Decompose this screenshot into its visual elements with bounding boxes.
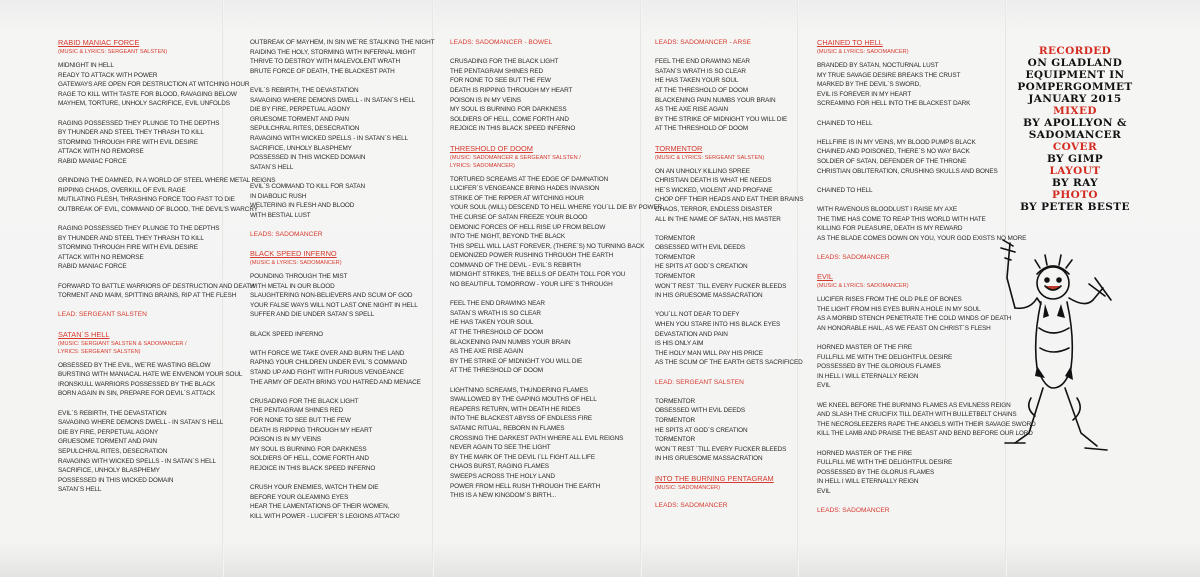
lyric-line: KILLING FOR PLEASURE, DEATH IS MY REWARD [817, 225, 963, 233]
song-credits: LYRICS: SADOMANCER) [450, 162, 515, 169]
credit-line: BY PETER BESTE [1020, 201, 1130, 213]
credit-line: POMPERGOMMET [1017, 81, 1133, 93]
stanza-gap [655, 224, 803, 234]
lyric-line: RAGING POSSESSED THEY PLUNGE TO THE DEPTHS [58, 225, 220, 233]
credit-line: BY APOLLYON & [1023, 117, 1127, 129]
lead-credit: LEADS: SADOMANCER - ARSE [655, 39, 751, 46]
lyric-line: MY SOUL IS BURNING FOR DARKNESS [450, 106, 567, 114]
lyric-line: POSSESSED BY THE GLORUS FLAMES [817, 468, 935, 476]
lyric-line: RAVAGING WITH WICKED SPELLS - IN SATAN´S HELL [58, 457, 217, 465]
lyric-line: COMMAND OF THE DEVIL - EVIL´S REBIRTH [450, 261, 581, 269]
lyric-line: SATANIC RITUAL, REBORN IN FLAMES [450, 424, 565, 432]
lead-credit: LEADS: SADOMANCER [250, 230, 323, 238]
credit-heading: PHOTO [1052, 189, 1098, 201]
lyric-line: IN HELL I WILL ETERNALLY REIGN [817, 478, 919, 486]
stanza-gap [250, 172, 435, 182]
lyric-line: GRUESOME TORMENT AND PAIN [58, 438, 157, 446]
song-credits: LYRICS: SERGEANT SALSTEN) [58, 348, 141, 355]
lyric-line: EVIL´S COMMAND TO KILL FOR SATAN [250, 182, 366, 190]
lyric-line: SEPULCHRAL RITES, DESECRATION [58, 447, 168, 455]
stanza-gap [58, 272, 275, 282]
stanza-gap [250, 474, 435, 484]
lyric-line: SLAUGHTERING NON-BELIEVERS AND SCUM OF GOD [250, 292, 413, 300]
lyric-line: LUCIFER RISES FROM THE OLD PILE OF BONES [817, 296, 962, 304]
lyric-line: EVIL [817, 487, 831, 495]
lyric-line: HE HAS TAKEN YOUR SOUL [450, 319, 534, 327]
lyrics-panel-3 [450, 38, 662, 501]
lyric-line: POWER FROM HELL RUSH THROUGH THE EARTH [450, 482, 601, 490]
lyric-line: RAPING YOUR CHILDREN UNDER EVIL´S COMMAND [250, 359, 407, 367]
lyric-line: WITH FORCE WE TAKE OVER AND BURN THE LAND [250, 349, 405, 357]
stanza-gap [250, 339, 435, 349]
lyric-line: POISON IS IN MY VEINS [250, 436, 321, 444]
lyrics-panel-2 [250, 38, 435, 522]
lyric-line: TORMENT AND MAIM, SPITTING BRAINS, RIP AT THE FLESH [58, 292, 237, 300]
lyrics-panel-4 [655, 38, 803, 511]
stanza-gap [450, 290, 662, 300]
lyric-line: SCREAMING FOR HELL INTO THE BLACKEST DARK [817, 100, 971, 108]
lead-credit: LEADS: SADOMANCER [655, 502, 728, 510]
lyric-line: RAGE TO KILL WITH TASTE FOR BLOOD, RAVAGING BELOW [58, 90, 237, 98]
song-title: INTO THE BURNING PENTAGRAM [655, 473, 774, 483]
lyric-line: HE SPITS AT GOD´S CREATION [655, 426, 748, 434]
lyric-line: HORNED MASTER OF THE FIRE [817, 449, 913, 457]
lyric-line: OUTBREAK OF EVIL, COMMAND OF BLOOD, THE DEVIL'S WARCRY [58, 205, 258, 213]
stanza-gap [58, 215, 275, 225]
stanza-gap [655, 368, 803, 378]
stanza-gap [655, 48, 803, 58]
lyric-line: STORMING THROUGH FIRE WITH EVIL DESIRE [58, 138, 198, 146]
lyric-line: BY THE STRIKE OF MIDNIGHT YOU WILL DIE [655, 115, 788, 123]
credit-line: BY GIMP [1046, 153, 1104, 165]
lyric-line: RABID MANIAC FORCE [58, 263, 127, 271]
lyric-line: TORMENTOR [655, 397, 696, 405]
lyric-line: OUTBREAK OF MAYHEM, IN SIN WE´RE STALKING THE NIGHT [250, 39, 435, 46]
lyric-line: LUCIFER´S VENGEANCE BRING HADES INVASION [450, 185, 600, 193]
stanza-gap [58, 167, 275, 177]
lyric-line: MY TRUE SAVAGE DESIRE BREAKS THE CRUST [817, 71, 961, 79]
lyric-line: FEEL THE END DRAWING NEAR [655, 58, 750, 66]
lyric-line: YOU´LL NOT DEAR TO DEFY [655, 311, 740, 319]
stanza-gap [250, 320, 435, 330]
lyric-line: TORMENTOR [655, 253, 696, 261]
lyric-line: IN HELL I WILL ETERNALLY REIGN [817, 372, 919, 380]
lead-credit: LEADS: SADOMANCER [817, 253, 890, 261]
lyric-line: ATTACK WITH NO REMORSE [58, 253, 144, 261]
credit-heading: RECORDED [1038, 45, 1112, 57]
song-credits: (MUSIC & LYRICS: SERGEANT SALSTEN) [58, 49, 168, 55]
lyric-line: RAIDING THE HOLY, STORMING WITH INFERNAL MIGHT [250, 48, 416, 56]
credit-heading: LAYOUT [1049, 165, 1101, 177]
lyric-line: ATTACK WITH NO REMORSE [58, 148, 144, 156]
lyric-line: ON AN UNHOLY KILLING SPREE [655, 167, 750, 175]
lyric-line: AS THE BLADE COMES DOWN ON YOU, YOUR GOD EXISTS NO MORE [817, 234, 1027, 242]
lyric-line: MARKED BY THE DEVIL´S SWORD, [817, 81, 921, 89]
lyric-line: IRONSKULL WARRIORS POSSESSED BY THE BLACK [58, 380, 216, 388]
lyric-line: BY THUNDER AND STEEL THEY THRASH TO KILL [58, 129, 204, 137]
lyric-line: BY THUNDER AND STEEL THEY THRASH TO KILL [58, 234, 204, 242]
credit-heading: COVER [1052, 141, 1098, 153]
lyric-line: ALL IN THE NAME OF SATAN, HIS MASTER [655, 215, 781, 223]
lead-credit: LEAD: SERGEANT SALSTEN [655, 378, 744, 386]
lyric-line: AT THE THRESHOLD OF DOOM [655, 125, 748, 133]
lyric-line: CHAINED TO HELL [817, 186, 873, 194]
lyric-line: BRANDED BY SATAN, NOCTURNAL LUST [817, 62, 939, 69]
recording-credits [1000, 45, 1150, 213]
song-title: CHAINED TO HELL [817, 38, 883, 47]
lyric-line: THE CURSE OF SATAN FREEZE YOUR BLOOD [450, 213, 588, 221]
lyric-line: REAPERS RETURN, WITH DEATH HE RIDES [450, 405, 581, 413]
lyric-line: NO BEAUTIFUL TOMORROW - YOUR LIFE´S THROUGH [450, 281, 613, 289]
lyric-line: THRIVE TO DESTROY WITH MALEVOLENT WRATH [250, 58, 400, 66]
stanza-gap [58, 320, 275, 330]
lyric-line: EVIL [817, 382, 831, 390]
lyric-line: TORTURED SCREAMS AT THE EDGE OF DAMNATION [450, 175, 609, 183]
song-title: EVIL [817, 272, 834, 282]
lyrics-panel-1 [58, 38, 275, 495]
lyric-line: CHAINED TO HELL [817, 119, 873, 127]
lyric-line: YOUR SOUL (WILL) DESCEND TO HELL WHERE YOU´LL DIE BY POWER [450, 204, 663, 212]
lyric-line: THE ARMY OF DEATH BRING YOU HATRED AND MENACE [250, 378, 421, 386]
lyric-line: CRUSH YOUR ENEMIES, WATCH THEM DIE [250, 484, 379, 492]
stanza-gap [250, 387, 435, 397]
lyric-line: SUFFER AND DIE UNDER SATAN´S SPELL [250, 311, 375, 319]
lyric-line: CHRISTIAN DEATH IS WHAT HE NEEDS [655, 177, 772, 185]
lyric-line: MIDNIGHT IN HELL [58, 62, 114, 69]
stanza-gap [250, 220, 435, 230]
song-credits: (MUSIC: SADOMANCER) [655, 484, 720, 491]
lyric-line: SATAN´S WRATH IS SO CLEAR [450, 309, 541, 317]
lyric-line: THE HOLY MAN WILL PAY HIS PRICE [655, 349, 763, 357]
song-title: BLACK SPEED INFERNO [250, 249, 337, 259]
lyric-line: REJOICE IN THIS BLACK SPEED INFERNO [250, 464, 376, 472]
lyric-line: READY TO ATTACK WITH POWER [58, 71, 158, 79]
lyric-line: BY THE MARK OF THE DEVIL I´LL FIGHT ALL LIFE [450, 453, 595, 461]
lyric-line: CRUSADING FOR THE BLACK LIGHT [250, 397, 359, 405]
credit-heading: MIXED [1053, 105, 1097, 117]
lyric-line: BEFORE YOUR GLEAMING EYES [250, 493, 349, 501]
lyric-line: SAVAGING WHERE DEMONS DWELL - IN SATAN´S HELL [250, 96, 416, 104]
lyric-line: BURSTING WITH MANIACAL HATE WE ENVENOM YOUR SOUL [58, 371, 243, 379]
lyric-line: WON´T REST ´TILL EVERY FUCKER BLEEDS [655, 282, 787, 290]
stanza-gap [655, 387, 803, 397]
lyric-line: SWALLOWED BY THE GAPING MOUTHS OF HELL [450, 396, 597, 404]
lyric-line: AS A MORBID STENCH PENETRATE THE COLD WINDS OF DEATH [817, 315, 1012, 323]
lyric-line: SOLDIER OF SATAN, DEFENDER OF THE THRONE [817, 157, 967, 165]
lyric-line: AS THE SCUM OF THE EARTH GETS SACRIFICED [655, 359, 803, 367]
lyric-line: DEMONIC FORCES OF HELL RISE UP FROM BELOW [450, 223, 606, 231]
lyric-line: THIS SPELL WILL LAST FOREVER, (THERE´S) NO TURNING BACK [450, 242, 645, 250]
lyric-line: CHAOS, TERROR, ENDLESS DISASTER [655, 205, 773, 213]
stanza-gap [817, 497, 1036, 507]
lyric-line: DEVASTATION AND PAIN [655, 330, 728, 338]
stanza-gap [655, 492, 803, 502]
lyric-line: DIE BY FIRE, PERPETUAL AGONY [58, 428, 159, 436]
lyric-line: GRUESOME TORMENT AND PAIN [250, 115, 349, 123]
credit-line: EQUIPMENT IN [1025, 69, 1125, 81]
lyric-line: OBSESSED WITH EVIL DEEDS [655, 244, 746, 252]
song-credits: (MUSIC & LYRICS: SADOMANCER) [817, 283, 909, 290]
lyric-line: STORMING THROUGH FIRE WITH EVIL DESIRE [58, 244, 198, 252]
lyric-line: SATAN´S WRATH IS SO CLEAR [655, 67, 746, 75]
lyric-line: YOUR FALSE WAYS WILL NOT LAST ONE NIGHT IN HELL [250, 301, 418, 309]
lyric-line: THE PENTAGRAM SHINES RED [250, 407, 343, 415]
lyric-line: EVIL IS FOREVER IN MY HEART [817, 90, 912, 98]
credit-line: BY RAY [1051, 177, 1099, 189]
lyric-line: POSSESSED IN THIS WICKED DOMAIN [58, 476, 174, 484]
lyric-line: DEMONIZED POWER RUSHING THROUGH THE EARTH [450, 252, 614, 260]
lyric-line: POSSESSED BY THE GLORIOUS FLAMES [817, 363, 941, 371]
lyric-line: HELLFIRE IS IN MY VEINS, MY BLOOD PUMPS BLACK [817, 138, 976, 146]
song-title: THRESHOLD OF DOOM [450, 143, 533, 153]
lyric-line: EVIL´S REBIRTH, THE DEVASTATION [250, 86, 359, 94]
lyric-line: IN HIS GRUESOME MASSACRATION [655, 292, 763, 300]
lyric-line: CHOP OFF THEIR HEADS AND EAT THEIR BRAINS [655, 196, 804, 204]
lyric-line: TORMENTOR [655, 436, 696, 444]
lyric-line: OBSESSED BY THE EVIL, WE´RE WASTING BELOW [58, 361, 211, 369]
lyric-line: TORMENTOR [655, 416, 696, 424]
stanza-gap [450, 376, 662, 386]
lyric-line: SAVAGING WHERE DEMONS DWELL - IN SATAN´S HELL [58, 419, 224, 427]
lyric-line: MAYHEM, TORTURE, UNHOLY SACRIFICE, EVIL UNFOLDS [58, 100, 230, 108]
stanza-gap [655, 464, 803, 474]
lyric-line: SACRIFICE, UNHOLY BLASPHEMY [58, 467, 160, 475]
lyric-line: AT THE THRESHOLD OF DOOM [450, 329, 543, 337]
lyric-line: GATEWAYS ARE OPEN FOR DESTRUCTION AT WITCHING HOUR [58, 81, 250, 89]
lyric-line: WELTERING IN FLESH AND BLOOD [250, 202, 355, 210]
song-title: SATAN´S HELL [58, 329, 110, 339]
lyric-line: FOR NONE TO SEE BUT THE FEW [450, 77, 551, 85]
song-title: RABID MANIAC FORCE [58, 38, 140, 47]
lyric-line: CHAOS BURST, RAGING FLAMES [450, 463, 549, 471]
lyric-line: THE PENTAGRAM SHINES RED [450, 67, 543, 75]
lyric-line: MUTILATING FLESH, THRASHING FORCE TOO FAST TO DIE [58, 196, 235, 204]
lyric-line: BLACKENING PAIN NUMBS YOUR BRAIN [655, 96, 776, 104]
lyric-line: HE SPITS AT GOD´S CREATION [655, 263, 748, 271]
lyric-line: SATAN´S HELL [58, 486, 102, 494]
lyric-line: AS THE AXE RISE AGAIN [655, 106, 729, 114]
lyric-line: FULLFILL ME WITH THE DELIGHTFUL DESIRE [817, 459, 953, 467]
lyric-line: BY THE STRIKE OF MIDNIGHT YOU WILL DIE [450, 357, 583, 365]
lyric-line: CRUSADING FOR THE BLACK LIGHT [450, 58, 559, 66]
credit-line: ON GLADLAND [1027, 57, 1123, 69]
lyric-line: LIGHTNING SCREAMS, THUNDERING FLAMES [450, 386, 588, 394]
lyric-line: DEATH IS RIPPING THROUGH MY HEART [250, 426, 373, 434]
lyric-line: POISON IS IN MY VEINS [450, 96, 521, 104]
lyric-line: OBSESSED WITH EVIL DEEDS [655, 407, 746, 415]
lead-credit: LEADS: SADOMANCER - BOWEL [450, 39, 553, 46]
stanza-gap [250, 76, 435, 86]
song-title: TORMENTOR [655, 143, 703, 153]
lyric-line: FORWARD TO BATTLE WARRIORS OF DESTRUCTION AND DEATH [58, 282, 255, 290]
stanza-gap [58, 301, 275, 311]
lyric-line: SOLDIERS OF HELL, COME FORTH AND [250, 455, 369, 463]
lyric-line: WE KNEEL BEFORE THE BURNING FLAMES AS EVILNESS REIGN [817, 401, 1011, 409]
lyric-line: IS HIS ONLY AIM [655, 340, 704, 348]
lyric-line: INTO THE NIGHT, BEYOND THE BLACK [450, 233, 566, 241]
lyric-line: RIPPING CHAOS, OVERKILL OF EVIL RAGE [58, 186, 186, 194]
lyric-line: WITH METAL IN OUR BLOOD [250, 282, 335, 290]
lyric-line: DEATH IS RIPPING THROUGH MY HEART [450, 86, 573, 94]
song-credits: (MUSIC & LYRICS: SADOMANCER) [250, 260, 342, 267]
lyric-line: THIS IS A NEW KINGDOM´S BIRTH... [450, 492, 557, 500]
song-credits: (MUSIC: SADOMANCER & SERGEANT SALSTEN / [450, 154, 581, 161]
lyric-line: CROSSING THE DARKEST PATH WHERE ALL EVIL REIGNS [450, 434, 624, 442]
lyric-line: KILL WITH POWER - LUCIFER´S LEGIONS ATTACK! [250, 512, 400, 520]
lyric-line: POUNDING THROUGH THE MIST [250, 273, 348, 281]
lyric-line: THE TIME HAS COME TO REAP THIS WORLD WITH HATE [817, 215, 986, 223]
lyric-line: FOR NONE TO SEE BUT THE FEW [250, 416, 351, 424]
lyric-line: GRINDING THE DAMNED, IN A WORLD OF STEEL WHERE METAL REIGNS [58, 177, 276, 185]
stanza-gap [450, 48, 662, 58]
stanza-gap [450, 134, 662, 144]
lead-credit: LEADS: SADOMANCER [817, 507, 890, 515]
stanza-gap [655, 134, 803, 144]
lyric-line: WHEN YOU STARE INTO HIS BLACK EYES [655, 321, 781, 329]
lyric-line: AT THE THRESHOLD OF DOOM [655, 86, 748, 94]
credit-line: JANUARY 2015 [1028, 93, 1122, 105]
lyric-line: RAGING POSSESSED THEY PLUNGE TO THE DEPTHS [58, 119, 220, 127]
lyric-line: STAND UP AND FIGHT WITH FURIOUS VENGEANCE [250, 369, 404, 376]
lyric-line: TORMENTOR [655, 273, 696, 281]
lyric-line: MIDNIGHT STRIKES, THE BELLS OF DEATH TOLL FOR YOU [450, 271, 626, 279]
lyric-line: HEAR THE LAMENTATIONS OF THEIR WOMEN, [250, 503, 390, 511]
lyric-line: SWEEPS ACROSS THE HOLY LAND [450, 472, 555, 480]
lead-credit: LEAD: SERGEANT SALSTEN [58, 311, 147, 319]
lyric-line: THE LIGHT FROM HIS EYES BURN A HOLE IN MY SOUL [817, 305, 981, 313]
song-credits: (MUSIC & LYRICS: SERGEANT SALSTEN) [655, 154, 765, 161]
lyric-line: WITH BESTIAL LUST [250, 211, 311, 219]
lyric-line: SACRIFICE, UNHOLY BLASPHEMY [250, 144, 352, 152]
lyric-line: FULLFILL ME WITH THE DELIGHTFUL DESIRE [817, 353, 953, 361]
song-credits: (MUSIC: SERGIANT SALSTEN & SADOMANCER / [58, 340, 187, 347]
lyric-line: HE´S WICKED, VIOLENT AND PROFANE [655, 186, 773, 194]
lyric-line: TORMENTOR [655, 234, 696, 242]
lyric-line: POSSESSED IN THIS WICKED DOMAIN [250, 154, 366, 162]
lyric-line: RAVAGING WITH WICKED SPELLS - IN SATAN´S HELL [250, 134, 409, 142]
lyric-line: AND SLASH THE CRUCIFIX TILL DEATH WITH BULLETBELT CHAINS [817, 411, 1017, 419]
credit-line: SADOMANCER [1028, 129, 1122, 141]
lyric-line: BRUTE FORCE OF DEATH, THE BLACKEST PATH [250, 67, 395, 75]
lyric-line: FEEL THE END DRAWING NEAR [450, 300, 545, 308]
lyric-line: BLACK SPEED INFERNO [250, 330, 324, 338]
lyric-line: SOLDIERS OF HELL, COME FORTH AND [450, 115, 569, 123]
lyric-line: AN HONORABLE HAIL, AS WE FEAST ON CHRIST´S FLESH [817, 324, 991, 332]
lyric-line: AS THE AXE RISE AGAIN [450, 348, 524, 356]
lyric-line: INTO THE BLACKEST ABYSS OF ENDLESS FIRE [450, 415, 593, 423]
lyric-line: SATAN´S HELL [250, 163, 294, 171]
lyric-line: IN HIS GRUESOME MASSACRATION [655, 455, 763, 463]
lyric-line: CHRISTIAN OBLITERATION, CRUSHING SKULLS AND BONES [817, 167, 998, 175]
lyric-line: REJOICE IN THIS BLACK SPEED INFERNO [450, 125, 576, 133]
lyric-line: WITH RAVENOUS BLOODLUST I RAISE MY AXE [817, 205, 958, 213]
lyric-line: BLACKENING PAIN NUMBS YOUR BRAIN [450, 338, 571, 346]
lyric-line: SEPULCHRAL RITES, DESECRATION [250, 125, 360, 133]
lyric-line: MY SOUL IS BURNING FOR DARKNESS [250, 445, 367, 453]
song-credits: (MUSIC & LYRICS: SADOMANCER) [817, 49, 909, 55]
lyric-line: HE HAS TAKEN YOUR SOUL [655, 77, 739, 85]
lyric-line: BORN AGAIN IN SIN, PREPARE FOR DEVIL´S ATTACK [58, 390, 216, 398]
stanza-gap [58, 109, 275, 119]
stanza-gap [250, 239, 435, 249]
lyric-line: STRIKE OF THE RIPPER AT WITCHING HOUR [450, 194, 584, 202]
lyric-line: KILL THE LAMB AND PRAISE THE BEAST AND BEND BEFORE OUR LORD [817, 430, 1033, 438]
lyric-line: DIE BY FIRE, PERPETUAL AGONY [250, 106, 351, 114]
lyric-line: AT THE THRESHOLD OF DOOM [450, 367, 543, 375]
warrior-illustration [985, 238, 1120, 478]
lyric-line: CHAINED AND POISONED, THERE´S NO WAY BACK [817, 148, 970, 156]
lyric-line: NEVER AGAIN TO SEE THE LIGHT [450, 444, 551, 452]
lyric-line: RABID MANIAC FORCE [58, 157, 127, 165]
lyric-line: EVIL´S REBIRTH, THE DEVASTATION [58, 409, 167, 417]
stanza-gap [58, 399, 275, 409]
lyric-line: WON´T REST ´TILL EVERY FUCKER BLEEDS [655, 445, 787, 453]
lyric-line: HORNED MASTER OF THE FIRE [817, 344, 913, 352]
lyric-line: IN DIABOLIC RUSH [250, 192, 307, 200]
lyric-line: THE NECROSLEEZERS RAPE THE ANGELS WITH THEIR SAVAGE SWORD [817, 420, 1036, 428]
stanza-gap [655, 301, 803, 311]
